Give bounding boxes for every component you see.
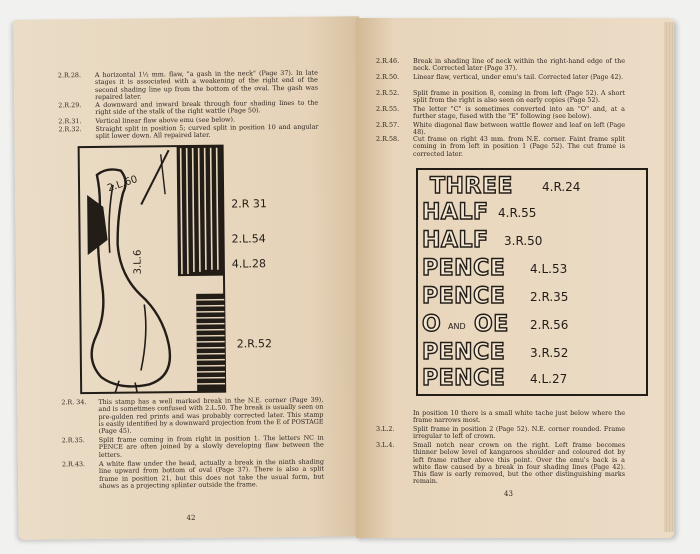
entry-ref: 2.R.32. [58, 125, 82, 134]
label-2l54: 2.L.54 [231, 232, 266, 246]
letters-oe: OE [474, 312, 509, 337]
emu-drawing [77, 144, 228, 396]
label-4l28: 4.L.28 [231, 257, 267, 271]
entry-text: In position 10 there is a small white tache just below where the frame narrows most. [413, 409, 625, 425]
entry-2r34 [61, 395, 324, 436]
code-3r52: 3.R.52 [530, 346, 569, 360]
code-4r24: 4.R.24 [542, 180, 581, 194]
left-page [13, 16, 364, 540]
entry-text: A white flaw under the head, actually a break in the ninth shading line upward from bottom of oval (Page 37). There is also a split frame in position 21, but this does not take the usual form, but shows as a projecting splinter outside the frame. [98, 457, 325, 490]
entry-2r28 [57, 68, 319, 101]
word-half-1: HALF [422, 200, 489, 225]
letter-o: O [422, 312, 442, 337]
entry-text: The letter "C" is sometimes converted into an "O" and, at a further stage, fused with the "E" following (see below). [413, 105, 625, 121]
code-2r35: 2.R.35 [530, 290, 569, 304]
label-2r31: 2.R 31 [231, 197, 267, 211]
page-number-left: 42 [186, 513, 196, 523]
page-edges [664, 22, 674, 532]
entry-2r35 [61, 433, 324, 459]
entry-text: A horizontal 1½ mm. flaw, "a gash in the neck" (Page 37). In late stages it is associated with a weakening of the right end of the second shading line up from the bottom of the oval. The gash was repaired later. [94, 68, 319, 101]
word-pence-1: PENCE [422, 256, 506, 281]
entry-text: White diagonal flaw between wattle flower and leaf on left (Page 48). [413, 121, 625, 137]
lettering-diagram [416, 168, 648, 396]
entry-ref: 2.R.50. [376, 73, 400, 81]
entry-2r32 [58, 122, 319, 141]
entry-text: A downward and inward break through four shading lines to the right side of the stalk of the right wattle (Page 50). [95, 98, 319, 117]
entry-ref: 2.R.58. [376, 135, 400, 143]
entry-text: Cut frame on right 43 mm. from N.E. corner. Faint frame split coming in from left in position 1 (Page 52). The cut frame is corrected later. [413, 135, 625, 158]
word-pence-2: PENCE [422, 284, 506, 309]
entry-ref: 2.R.35. [61, 436, 85, 445]
word-pence-4: PENCE [422, 366, 506, 391]
book-spread [8, 18, 692, 538]
label-2r52: 2.R.52 [236, 337, 273, 351]
word-three: THREE [430, 174, 513, 199]
code-4l53: 4.L.53 [530, 262, 568, 276]
entry-text: Small notch near crown on the right. Left frame becomes thinner below level of kangaroos shoulder and coloured dot by left frame rather above this point. Over the emu's back is a white flaw caused by a break in four shading lines (Page 42). This flaw is early removed, but the other distinguishing marks remain. [413, 441, 625, 486]
entry-text: Split frame in position 8, coming in from left (Page 52). A short split from the right is also seen on early copies (Page 52). [413, 89, 625, 105]
label-3l6: 3.L.6 [132, 249, 144, 275]
entry-ref: 2.R.31. [58, 117, 82, 126]
entry-ref: 2.R.43. [61, 460, 86, 469]
code-3r50: 3.R.50 [504, 234, 543, 248]
entry-ref: 2.R. 34. [61, 398, 87, 407]
entry-ref: 2.R.46. [376, 57, 400, 65]
word-half-2: HALF [422, 228, 489, 253]
code-4l27: 4.L.27 [530, 372, 568, 386]
entry-text: Straight split in position 5; curved split in position 10 and angular split lower down. All repaired later. [95, 122, 319, 141]
entry-ref: 2.R.55. [376, 105, 400, 113]
entry-text: This stamp has a well marked break in the N.E. corner (Page 39), and is sometimes confused with 2.L.50. The break is usually seen on pre-golden red prints and was probably corrected later. This stamp is easily identified by a downward projection from the E of POSTAGE (Page 45). [98, 395, 324, 436]
entry-2r29 [58, 98, 319, 117]
word-and: AND [448, 322, 466, 331]
entry-2r31 [58, 115, 318, 126]
label-2l60: 2.L.60 [106, 174, 139, 195]
word-pence-3: PENCE [422, 340, 506, 365]
entry-ref: 2.R.29. [58, 101, 82, 110]
entry-ref: 2.R.57. [376, 121, 400, 129]
page-number-right: 43 [504, 490, 513, 498]
code-2r56: 2.R.56 [530, 318, 569, 332]
entry-ref: 3.L.4. [376, 441, 395, 449]
entry-ref: 2.R.52. [376, 89, 400, 97]
entry-text: Linear flaw, vertical, under emu's tail. Corrected later (Page 42). [413, 73, 624, 81]
entry-text: Split frame in position 2 (Page 52). N.E. corner rounded. Frame irregular to left of crown. [413, 425, 625, 441]
right-page [356, 18, 674, 538]
entry-text: Split frame coming in from right in position 1. The letters NC in PENCE are often joined by a slowly developing flaw between the letters. [98, 433, 324, 459]
emu-diagram [77, 144, 228, 396]
entry-2r43 [61, 457, 325, 490]
code-4r55: 4.R.55 [498, 206, 537, 220]
entry-ref: 2.R.28. [57, 71, 82, 80]
entry-ref: 3.L.2. [376, 425, 395, 433]
entry-text: Vertical linear flaw above emu (see below). [95, 115, 236, 125]
entry-text: Break in shading line of neck within the right-hand edge of the neck. Corrected later (Page 37). [413, 57, 625, 73]
